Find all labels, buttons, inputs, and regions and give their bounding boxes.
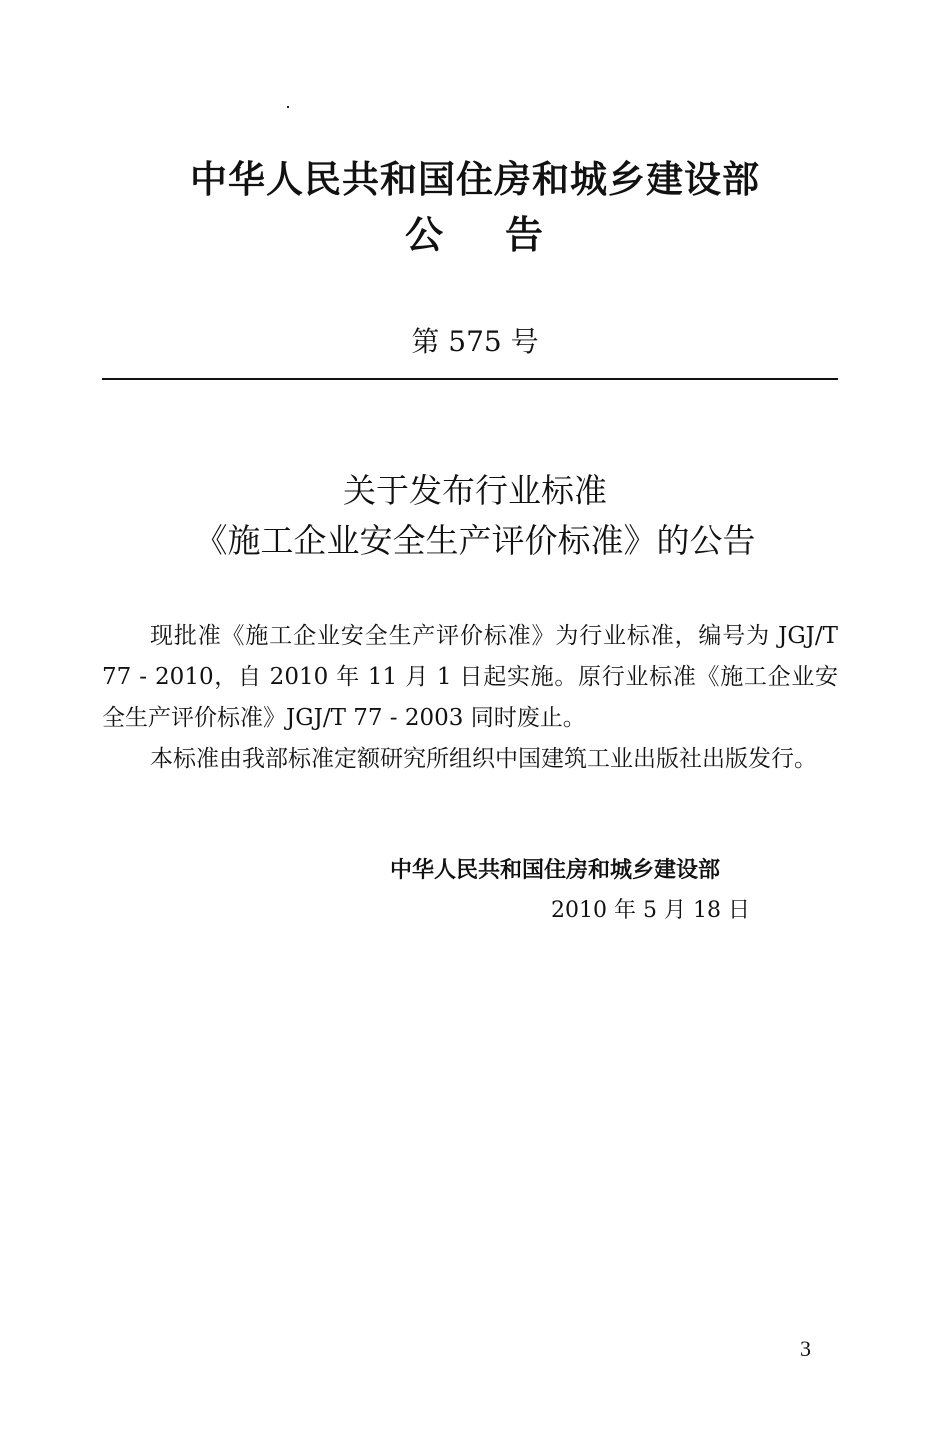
notice-title-char-2: 告 [505, 213, 546, 257]
subject-title-line-1: 关于发布行业标准 [343, 471, 607, 510]
header-divider [102, 378, 838, 380]
scan-speck [287, 106, 289, 108]
body-paragraph-1: 现批准《施工企业安全生产评价标准》为行业标准，编号为 JGJ/T 77 - 2010，自 2010 年 11 月 1 日起实施。原行业标准《施工企业安全生产评价标准》JGJ/T 77 - 2003 同时废止。 [102, 623, 838, 731]
issue-date: 2010 年 5 月 18 日 [551, 898, 750, 923]
page-number: 3 [800, 1336, 811, 1361]
body-paragraph-2: 本标准由我部标准定额研究所组织中国建筑工业出版社出版发行。 [150, 746, 817, 772]
notice-title-char-1: 公 [404, 213, 445, 257]
document-number: 第 575 号 [411, 325, 539, 358]
notice-title [0, 206, 950, 264]
subject-title-line-2: 《施工企业安全生产评价标准》的公告 [194, 521, 756, 560]
issuer-signature: 中华人民共和国住房和城乡建设部 [390, 858, 721, 883]
ministry-title: 中华人民共和国住房和城乡建设部 [190, 158, 760, 201]
